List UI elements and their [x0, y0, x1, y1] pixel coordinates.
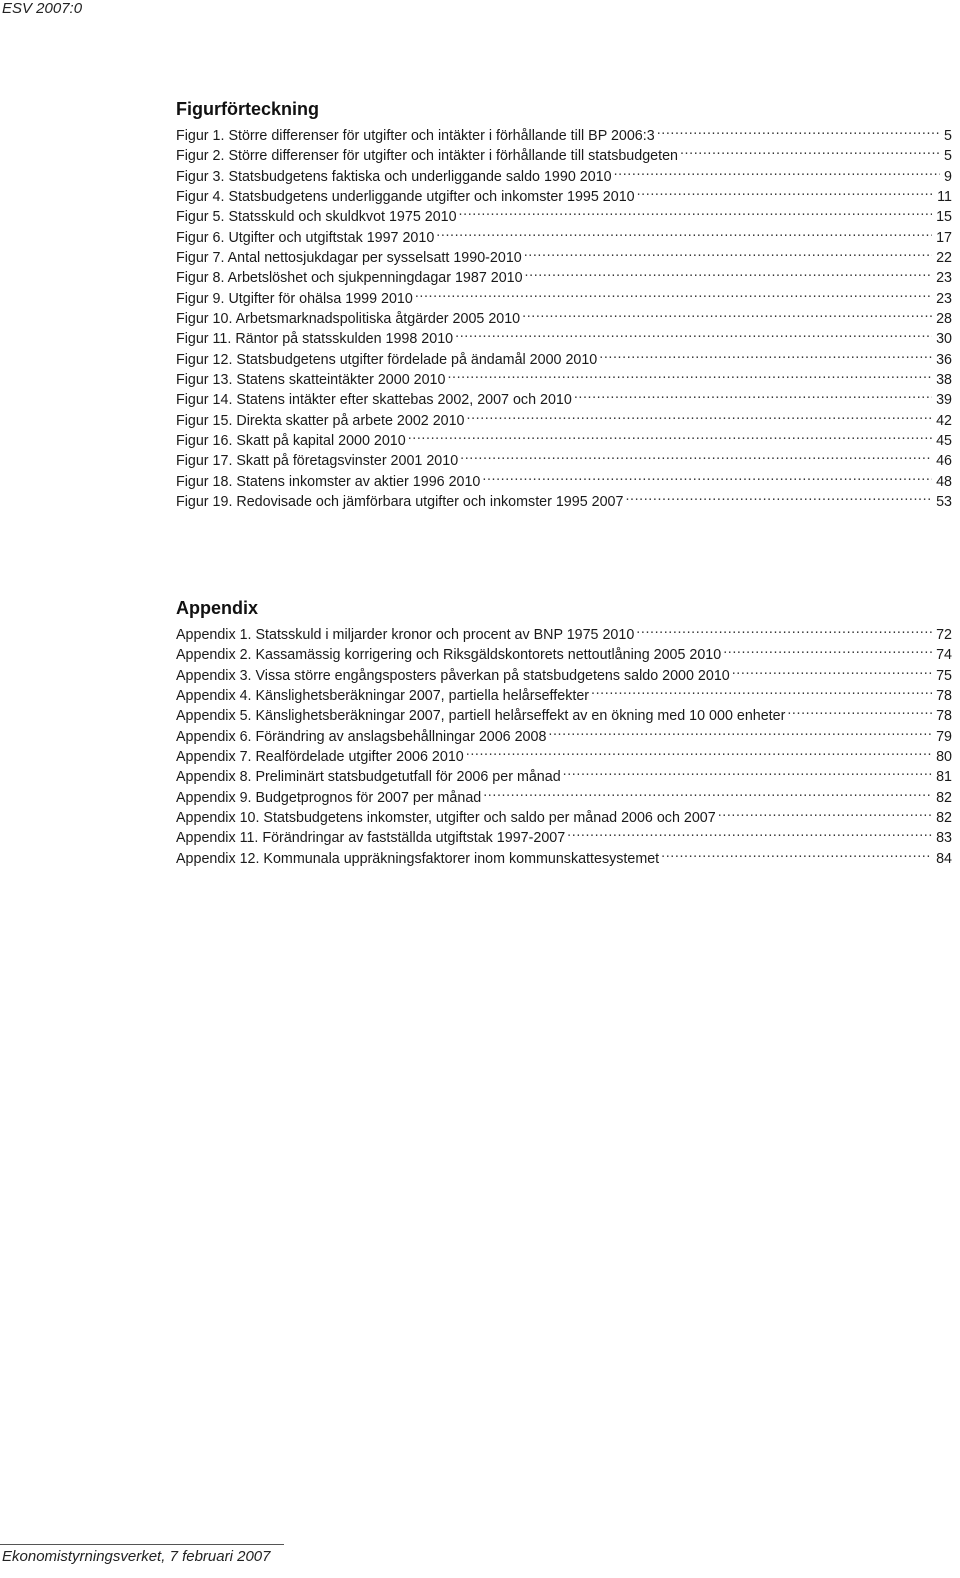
dot-leader: [657, 120, 940, 140]
dot-leader: [574, 384, 932, 404]
toc-entry-page: 22: [936, 249, 952, 266]
dot-leader: [455, 323, 932, 343]
toc-entry-label: Figur 9. Utgifter för ohälsa 1999 2010: [176, 290, 413, 307]
toc-entry-label: Appendix 11. Förändringar av fastställda utgiftstak 1997-2007: [176, 830, 566, 847]
toc-entry-page: 42: [936, 412, 952, 429]
dot-leader: [563, 761, 932, 781]
toc-entry-page: 75: [936, 667, 952, 684]
dot-leader: [732, 660, 932, 680]
dot-leader: [482, 466, 932, 486]
toc-entry-label: Figur 7. Antal nettosjukdagar per sysselsatt 1990-2010: [176, 249, 522, 266]
toc-entry-page: 17: [936, 229, 952, 246]
toc-entry-label: Appendix 2. Kassamässig korrigering och Riksgäldskontorets nettoutlåning 2005 2010: [176, 647, 722, 664]
dot-leader: [460, 445, 932, 465]
dot-leader: [599, 344, 932, 364]
toc-entry-label: Figur 15. Direkta skatter på arbete 2002 2010: [176, 412, 465, 429]
dot-leader: [723, 639, 932, 659]
dot-leader: [459, 201, 933, 221]
appendix-list-section: [176, 597, 952, 867]
dot-leader: [680, 140, 940, 160]
dot-leader: [522, 303, 932, 323]
toc-entry-page: 38: [936, 371, 952, 388]
toc-entry-page: 45: [936, 432, 952, 449]
toc-entry-label: Figur 14. Statens intäkter efter skattebas 2002, 2007 och 2010: [176, 392, 572, 409]
toc-entry-page: 15: [936, 209, 952, 226]
footer-text: Ekonomistyrningsverket, 7 februari 2007: [2, 1548, 271, 1565]
dot-leader: [524, 242, 932, 262]
toc-entry-page: 46: [936, 453, 952, 470]
toc-entry-label: Appendix 5. Känslighetsberäkningar 2007, partiell helårseffekt av en ökning med 10 000 enheter: [176, 708, 786, 725]
dot-leader: [661, 843, 932, 863]
toc-entry-label: Figur 1. Större differenser för utgifter och intäkter i förhållande till BP 2006:3: [176, 128, 655, 144]
toc-entry-label: Figur 16. Skatt på kapital 2000 2010: [176, 432, 406, 449]
toc-entry-label: Figur 8. Arbetslöshet och sjukpenningdagar 1987 2010: [176, 270, 523, 287]
toc-entry-page: 48: [936, 473, 952, 490]
dot-leader: [436, 222, 932, 242]
toc-entry-page: 74: [936, 647, 952, 664]
dot-leader: [614, 161, 940, 181]
toc-entry-page: 80: [936, 748, 952, 765]
toc-entry-page: 5: [944, 128, 952, 144]
footer-rule: [0, 1544, 284, 1545]
toc-entry-page: 23: [936, 270, 952, 287]
toc-entry[interactable]: [176, 619, 952, 643]
toc-entry-label: Figur 19. Redovisade och jämförbara utgifter och inkomster 1995 2007: [176, 493, 624, 510]
toc-entry-label: Figur 2. Större differenser för utgifter och intäkter i förhållande till statsbudgeten: [176, 148, 678, 165]
toc-entry-label: Appendix 10. Statsbudgetens inkomster, utgifter och saldo per månad 2006 och 2007: [176, 809, 716, 826]
dot-leader: [591, 680, 932, 700]
toc-entry-page: 81: [936, 769, 952, 786]
toc-entry-label: Appendix 9. Budgetprognos för 2007 per månad: [176, 789, 482, 806]
toc-entry-page: 23: [936, 290, 952, 307]
toc-entry-label: Figur 5. Statsskuld och skuldkvot 1975 2010: [176, 209, 457, 226]
toc-entry-page: 78: [936, 687, 952, 704]
dot-leader: [466, 741, 932, 761]
toc-entry-label: Figur 11. Räntor på statsskulden 1998 2010: [176, 331, 454, 348]
toc-entry-label: Appendix 12. Kommunala uppräkningsfaktorer inom kommunskattesystemet: [176, 850, 660, 867]
dot-leader: [636, 619, 932, 639]
toc-entry-page: 78: [936, 708, 952, 725]
toc-entry-label: Figur 18. Statens inkomster av aktier 1996 2010: [176, 473, 481, 490]
toc-entry-label: Figur 3. Statsbudgetens faktiska och underliggande saldo 1990 2010: [176, 168, 612, 185]
toc-entry-label: Appendix 1. Statsskuld i miljarder kronor och procent av BNP 1975 2010: [176, 627, 635, 643]
toc-entry-page: 39: [936, 392, 952, 409]
toc-entry-label: Figur 12. Statsbudgetens utgifter fördelade på ändamål 2000 2010: [176, 351, 598, 368]
toc-entry-page: 82: [936, 789, 952, 806]
toc-entry-label: Appendix 4. Känslighetsberäkningar 2007, partiella helårseffekter: [176, 687, 590, 704]
dot-leader: [548, 721, 932, 741]
dot-leader: [415, 283, 932, 303]
dot-leader: [567, 822, 932, 842]
toc-entry-page: 9: [944, 168, 952, 185]
toc-entry-label: Figur 6. Utgifter och utgiftstak 1997 2010: [176, 229, 435, 246]
figure-list-title: Figurförteckning: [176, 99, 319, 119]
toc-entry-page: 79: [936, 728, 952, 745]
toc-entry-label: Figur 13. Statens skatteintäkter 2000 2010: [176, 371, 446, 388]
toc-entry-page: 53: [936, 493, 952, 510]
dot-leader: [408, 425, 932, 445]
toc-entry[interactable]: [176, 120, 952, 144]
toc-entry-label: Appendix 7. Realfördelade utgifter 2006 2010: [176, 748, 464, 765]
dot-leader: [525, 262, 933, 282]
toc-entry-page: 82: [936, 809, 952, 826]
toc-entry-label: Figur 4. Statsbudgetens underliggande utgifter och inkomster 1995 2010: [176, 188, 635, 205]
dot-leader: [637, 181, 934, 201]
figure-list: [176, 120, 952, 510]
appendix-list-title: Appendix: [176, 598, 259, 618]
dot-leader: [718, 802, 932, 822]
toc-entry-page: 11: [937, 188, 952, 205]
toc-entry-page: 28: [936, 310, 952, 327]
toc-entry-label: Appendix 8. Preliminärt statsbudgetutfall för 2006 per månad: [176, 769, 561, 786]
toc-entry-label: Appendix 6. Förändring av anslagsbehållningar 2006 2008: [176, 728, 547, 745]
toc-entry-page: 84: [936, 850, 952, 867]
toc-entry-page: 5: [944, 148, 952, 165]
running-header: ESV 2007:0: [2, 0, 83, 17]
appendix-list: [176, 619, 952, 867]
toc-entry-page: 30: [936, 331, 952, 348]
toc-entry-page: 72: [936, 627, 952, 643]
figure-list-section: [176, 98, 952, 510]
toc-entry-label: Figur 17. Skatt på företagsvinster 2001 2010: [176, 453, 459, 470]
toc-entry-page: 83: [936, 830, 952, 847]
toc-entry-page: 36: [936, 351, 952, 368]
dot-leader: [483, 782, 932, 802]
toc-entry-label: Figur 10. Arbetsmarknadspolitiska åtgärder 2005 2010: [176, 310, 521, 327]
toc-entry-label: Appendix 3. Vissa större engångsposters påverkan på statsbudgetens saldo 2000 2010: [176, 667, 730, 684]
dot-leader: [787, 700, 932, 720]
dot-leader: [447, 364, 932, 384]
dot-leader: [625, 486, 932, 506]
dot-leader: [467, 405, 933, 425]
